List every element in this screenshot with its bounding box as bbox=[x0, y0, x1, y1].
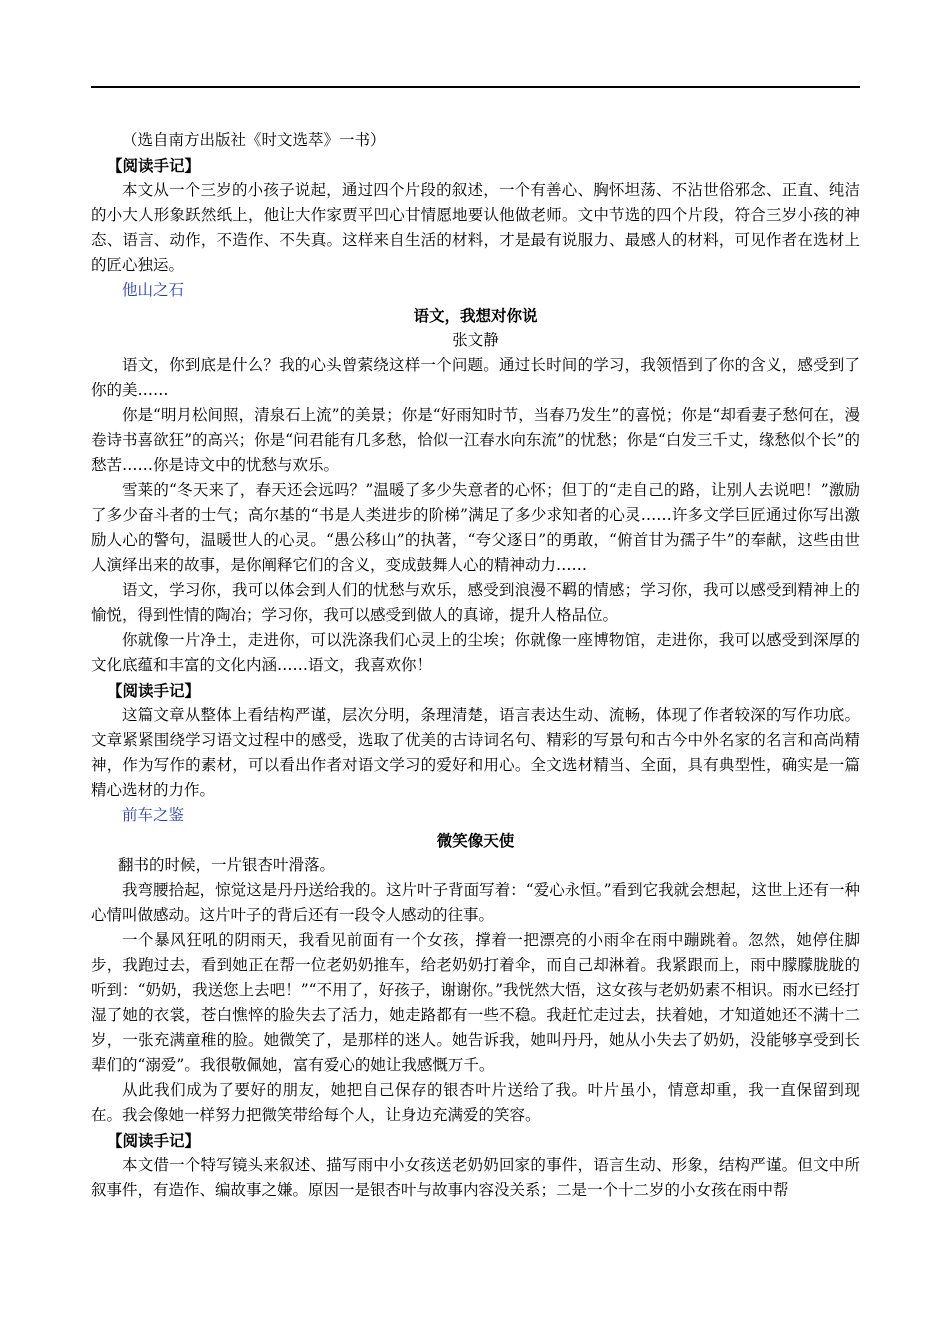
header-rule bbox=[91, 86, 860, 88]
essay-paragraph: 雪莱的“冬天来了，春天还会远吗？”温暖了多少失意者的心怀；但丁的“走自己的路，让别人去说吧！”激励了多少奋斗者的士气；高尔基的“书是人类进步的阶梯”满足了多少求知者的心灵……许多文学巨匠通过你写出激励人心的警句，温暖世人的心灵。“愚公移山”的执著，“夸父逐日”的勇敢，“俯首甘为孺子牛”的奉献，这些由世人演绎出来的故事，是你阐释它们的含义，变成鼓舞人心的精神动力…… bbox=[91, 481, 860, 574]
reading-note-heading: 【阅读手记】 bbox=[107, 681, 201, 700]
section-label-qianche: 前车之鉴 bbox=[122, 806, 185, 824]
reading-note-text: 本文从一个三岁的小孩子说起，通过四个片段的叙述，一个有善心、胸怀坦荡、不沾世俗邪念、正直、纯洁的小大人形象跃然纸上，他让大作家贾平凹心甘情愿地要认他做老师。文中节选的四个片段，符合三岁小孩的神态、语言、动作，不造作、不失真。这样来自生活的材料，才是最有说服力、最感人的材料，可见作者在选材上的匠心独运。 bbox=[91, 181, 860, 274]
essay-paragraph: 你是“明月松间照，清泉石上流”的美景；你是“好雨知时节，当春乃发生”的喜悦；你是“却看妻子愁何在，漫卷诗书喜欲狂”的高兴；你是“问君能有几多愁，恰似一江春水向东流”的忧愁；你是“白发三千丈，缘愁似个长”的愁苦……你是诗文中的忧愁与欢乐。 bbox=[91, 406, 860, 474]
essay-paragraph: 语文，学习你，我可以体会到人们的忧愁与欢乐，感受到浪漫不羁的情感；学习你，我可以感受到精神上的愉悦，得到性情的陶冶；学习你，我可以感受到做人的真谛，提升人格品位。 bbox=[91, 581, 860, 624]
reading-note-text: 这篇文章从整体上看结构严谨，层次分明，条理清楚，语言表达生动、流畅，体现了作者较深的写作功底。文章紧紧围绕学习语文过程中的感受，选取了优美的古诗词名句、精彩的写景句和古今中外名家的名言和高尚精神，作为写作的素材，可以看出作者对语文学习的爱好和用心。全文选材精当、全面，具有典型性，确实是一篇精心选材的力作。 bbox=[91, 706, 860, 799]
story-paragraph: 我弯腰拾起，惊觉这是丹丹送给我的。这片叶子背面写着：“爱心永恒。”看到它我就会想起，这世上还有一种心情叫做感动。这片叶子的背后还有一段令人感动的往事。 bbox=[91, 881, 860, 924]
essay-paragraph: 你就像一片净土，走进你，可以洗涤我们心灵上的尘埃；你就像一座博物馆，走进你，我可以感受到深厚的文化底蕴和丰富的文化内涵……语文，我喜欢你！ bbox=[91, 631, 860, 674]
page-content bbox=[91, 128, 860, 1203]
story-paragraph: 一个暴风狂吼的阴雨天，我看见前面有一个女孩，撑着一把漂亮的小雨伞在雨中蹦跳着。忽然，她停住脚步，我跑过去，看到她正在帮一位老奶奶推车，给老奶奶打着伞，而自己却淋着。我紧跟而上，雨中朦朦胧胧的听到：“奶奶，我送您上去吧！”“不用了，好孩子，谢谢你。”我恍然大悟，这女孩与老奶奶素不相识。雨水已经打湿了她的衣裳，苍白憔悴的脸失去了活力，她走路都有一些不稳。我赶忙走过去，扶着她，才知道她还不满十二岁，一张充满童稚的脸。她微笑了，是那样的迷人。她告诉我，她叫丹丹，她从小失去了奶奶，没能够享受到长辈们的“溺爱”。我很敬佩她，富有爱心的她让我感慨万千。 bbox=[91, 931, 860, 1074]
reading-note-text: 本文借一个特写镜头来叙述、描写雨中小女孩送老奶奶回家的事件，语言生动、形象，结构严谨。但文中所叙事件，有造作、编故事之嫌。原因一是银杏叶与故事内容没关系；二是一个十二岁的小女孩在雨中帮 bbox=[91, 1156, 860, 1199]
essay-paragraph: 语文，你到底是什么？我的心头曾萦绕这样一个问题。通过长时间的学习，我领悟到了你的含义，感受到了你的美…… bbox=[91, 356, 860, 399]
essay-author: 张文静 bbox=[452, 331, 499, 349]
story-title: 微笑像天使 bbox=[436, 831, 515, 850]
reading-note-heading: 【阅读手记】 bbox=[107, 1131, 201, 1150]
essay-title: 语文，我想对你说 bbox=[413, 306, 538, 325]
story-paragraph: 翻书的时候，一片银杏叶滑落。 bbox=[118, 856, 336, 874]
story-paragraph: 从此我们成为了要好的朋友，她把自己保存的银杏叶片送给了我。叶片虽小，情意却重，我一直保留到现在。我会像她一样努力把微笑带给每个人，让身边充满爱的笑容。 bbox=[91, 1081, 860, 1124]
section-label-tashan: 他山之石 bbox=[122, 281, 185, 299]
reading-note-heading: 【阅读手记】 bbox=[107, 156, 201, 175]
source-line: （选自南方出版社《时文选萃》一书） bbox=[122, 131, 386, 149]
